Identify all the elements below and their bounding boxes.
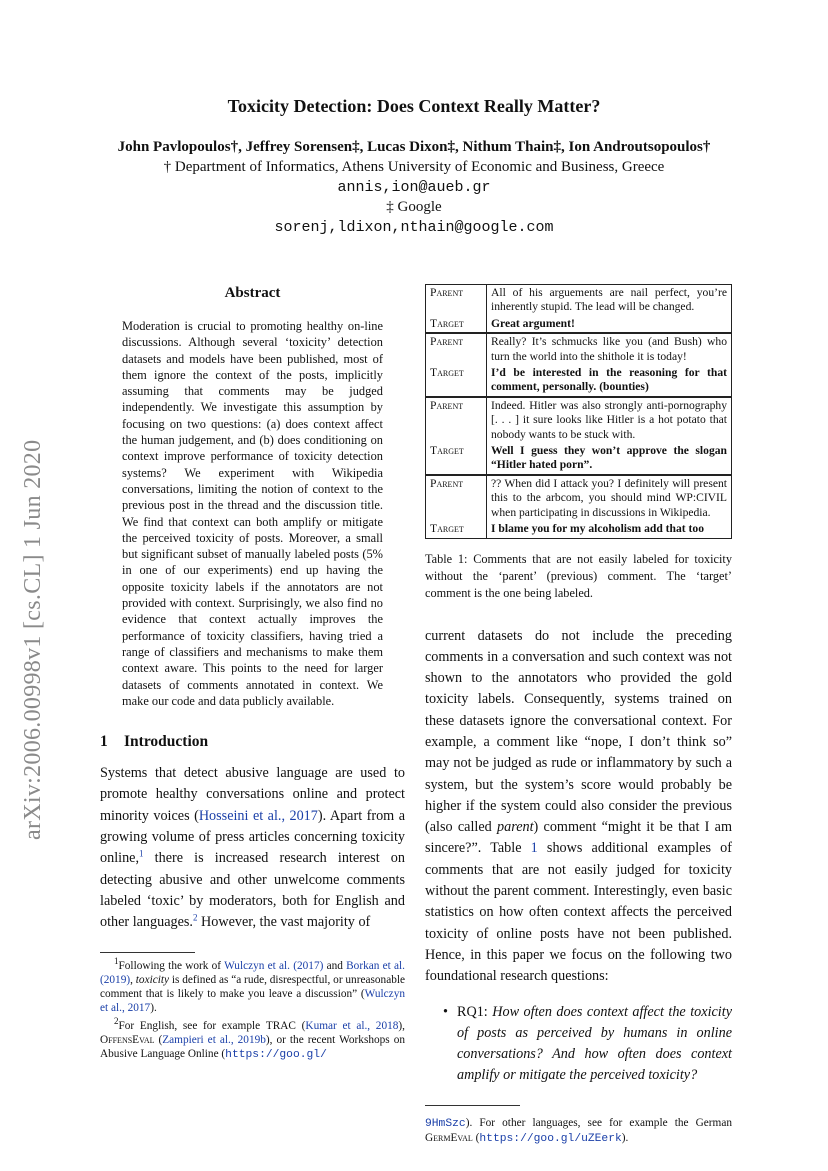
section-heading bbox=[100, 733, 405, 751]
citation-link[interactable]: Kumar et al., 2018 bbox=[305, 1019, 399, 1032]
rq-label: RQ1: bbox=[457, 1003, 488, 1020]
footnote-2: $^2$For English, see for example TRAC (Kumar et al., 2018), OffensEval (Zampieri et al., 2019b), or the recent Workshops on Abusive Language Online (https://goo.gl/ bbox=[100, 1015, 405, 1062]
affiliation-aueb: † Department of Informatics, Athens University of Economic and Business, Greece bbox=[163, 159, 665, 175]
table-reference-link[interactable]: 1 bbox=[530, 840, 538, 857]
footnote-2-continued: 9HmSzc). For other languages, see for example the German GermEval (https://goo.gl/uZEerk). bbox=[425, 1116, 732, 1146]
citation-link[interactable]: Hosseini et al., 2017 bbox=[198, 807, 318, 824]
target-label: Target bbox=[426, 316, 487, 333]
table-caption: Table 1: Comments that are not easily labeled for toxicity without the ‘parent’ (previous) comment. The ‘target’ comment is the one being labeled. bbox=[425, 551, 732, 600]
table-row bbox=[426, 475, 732, 521]
parent-comment: Really? It’s schmucks like you (and Bush) who turn the world into the shithole it is today! bbox=[491, 335, 727, 363]
parent-comment: ?? When did I attack you? I definitely will present this to the arbcom, you should mind WP:CIVIL when participating in discussions in Wikipedia. bbox=[491, 476, 727, 519]
target-label: Target bbox=[426, 521, 487, 538]
intro-paragraph-left: Systems that detect abusive language are used to promote healthy conversations online and protect minority voices (Hosseini et al., 2017). Apart from a growing volume of press articles concerning toxicity online,$^1$ there is increased research interest on detecting abusive and other unwelcome comments labeled ‘toxic’ by moderators, both for English and other languages.$^2$ However, the vast majority of bbox=[100, 765, 405, 931]
table-row bbox=[426, 316, 732, 333]
footnote-divider bbox=[425, 1105, 520, 1106]
target-comment: I blame you for my alcoholism add that too bbox=[491, 522, 704, 536]
citation-link[interactable]: Wulczyn et al. (2017) bbox=[224, 959, 324, 972]
footnote-divider bbox=[100, 952, 195, 953]
author-list: John Pavlopoulos†, Jeffrey Sorensen‡, Lucas Dixon‡, Nithum Thain‡, Ion Androutsopoulos† bbox=[117, 139, 711, 155]
abstract-heading: Abstract bbox=[224, 285, 281, 301]
right-column bbox=[425, 284, 732, 1158]
target-comment: Great argument! bbox=[491, 316, 575, 330]
table-row bbox=[426, 397, 732, 443]
parent-label: Parent bbox=[426, 333, 487, 365]
table-row bbox=[426, 521, 732, 538]
email-google[interactable]: sorenj,ldixon,nthain@google.com bbox=[274, 219, 554, 236]
citation-link[interactable]: Wulczyn et al., 2017 bbox=[100, 988, 405, 1015]
table-row-group bbox=[426, 333, 732, 397]
table-row bbox=[426, 333, 732, 365]
table-row bbox=[426, 285, 732, 316]
abstract-text: Moderation is crucial to promoting healthy on-line discussions. Although several ‘toxicity’ detection datasets and models have been published, most of them ignore the context of the posts, implicitly assuming that comments may be judged independently. We investigate this assumption by focusing on two questions: (a) does context affect the human judgement, and (b) does conditioning on context improve performance of toxicity detection systems? We experiment with Wikipedia conversations, limiting the notion of context to the previous post in the thread and the discussion title. We find that context can both amplify or mitigate the perceived toxicity of posts. Moreover, a small but significant subset of manually labeled posts (5% in one of our experiments) end up having the opposite toxicity labels if the annotators are not provided with context. Surprisingly, we also find no evidence that context actually improves the performance of toxicity classifiers, having tried a range of classifiers and mechanisms to make them context aware. This points to the need for larger datasets of comments annotated in context. We make our code and data publicly available. bbox=[122, 319, 383, 708]
table-row-group bbox=[426, 285, 732, 334]
section-title: Introduction bbox=[124, 733, 209, 751]
parent-comment: Indeed. Hitler was also strongly anti-pornography [. . . ] it sure looks like Hitler is a hot potato that nobody wants to be stuck with. bbox=[491, 398, 727, 441]
citation-link[interactable]: Zampieri et al., 2019b bbox=[162, 1033, 266, 1046]
section-number: 1 bbox=[100, 733, 108, 751]
citation-link[interactable]: Borkan et al. (2019) bbox=[100, 959, 405, 986]
paper-title: Toxicity Detection: Does Context Really Matter? bbox=[227, 96, 601, 116]
footnote-1: $^1$Following the work of Wulczyn et al. (2017) and Borkan et al. (2019), toxicity is defined as “a rude, disrespectful, or unreasonable comment that is likely to make you leave a discussion” (Wulczyn et al., 2017). bbox=[100, 955, 406, 1015]
rq-text: How often does context affect the toxicity of posts as perceived by humans in online conversations? And how often does context amplify or mitigate the perceived toxicity? bbox=[457, 1003, 732, 1084]
url-link[interactable]: 9HmSzc bbox=[425, 1117, 466, 1130]
target-label: Target bbox=[426, 443, 487, 475]
email-aueb[interactable]: annis,ion@aueb.gr bbox=[337, 179, 491, 196]
list-item bbox=[425, 1002, 732, 1087]
footnote-ref-2[interactable]: 2 bbox=[192, 912, 198, 923]
paper-header bbox=[0, 96, 828, 236]
intro-paragraph-right: current datasets do not include the preceding comments in a conversation and such context was not shown to the annotators who provided the gold toxicity labels. Consequently, systems trained on these datasets ignore the conversational context. For example, a comment like “nope, I don’t think so” may not be judged as rude or inflammatory by such a system, but the system’s score would probably be higher if the system could also consider the previous (also called parent) comment “might it be that I am sincere?”. Table 1 shows additional examples of comments that are not easily judged for toxicity without the parent comment. Interestingly, even basic statistics on how often context affects the perceived toxicity of online posts have not been published. Hence, in this paper we focus on the following two foundational research questions: bbox=[425, 627, 733, 985]
url-link[interactable]: https://goo.gl/uZEerk bbox=[479, 1133, 622, 1146]
comments-table bbox=[425, 284, 732, 539]
left-column bbox=[100, 285, 405, 1066]
arxiv-identifier-stamp: arXiv:2006.00998v1 [cs.CL] 1 Jun 2020 bbox=[20, 439, 46, 840]
footnote-ref-1[interactable]: 1 bbox=[139, 848, 144, 859]
parent-comment: All of his arguements are nail perfect, you’re inherently stupid. The lead will be changed. bbox=[491, 286, 727, 314]
parent-label: Parent bbox=[426, 475, 487, 521]
affiliation-google: ‡ Google bbox=[386, 199, 442, 215]
parent-label: Parent bbox=[426, 285, 487, 316]
research-question-list bbox=[425, 1002, 732, 1087]
target-comment: Well I guess they won’t approve the slogan “Hitler hated porn”. bbox=[491, 444, 727, 472]
parent-label: Parent bbox=[426, 397, 487, 443]
bullet-icon: • bbox=[443, 1003, 448, 1020]
url-link[interactable]: https://goo.gl/ bbox=[225, 1049, 327, 1062]
table-row-group bbox=[426, 397, 732, 475]
table-row-group bbox=[426, 475, 732, 538]
target-label: Target bbox=[426, 365, 487, 397]
table-row bbox=[426, 443, 732, 475]
table-row bbox=[426, 365, 732, 397]
target-comment: I’d be interested in the reasoning for that comment, personally. (bounties) bbox=[491, 366, 727, 394]
